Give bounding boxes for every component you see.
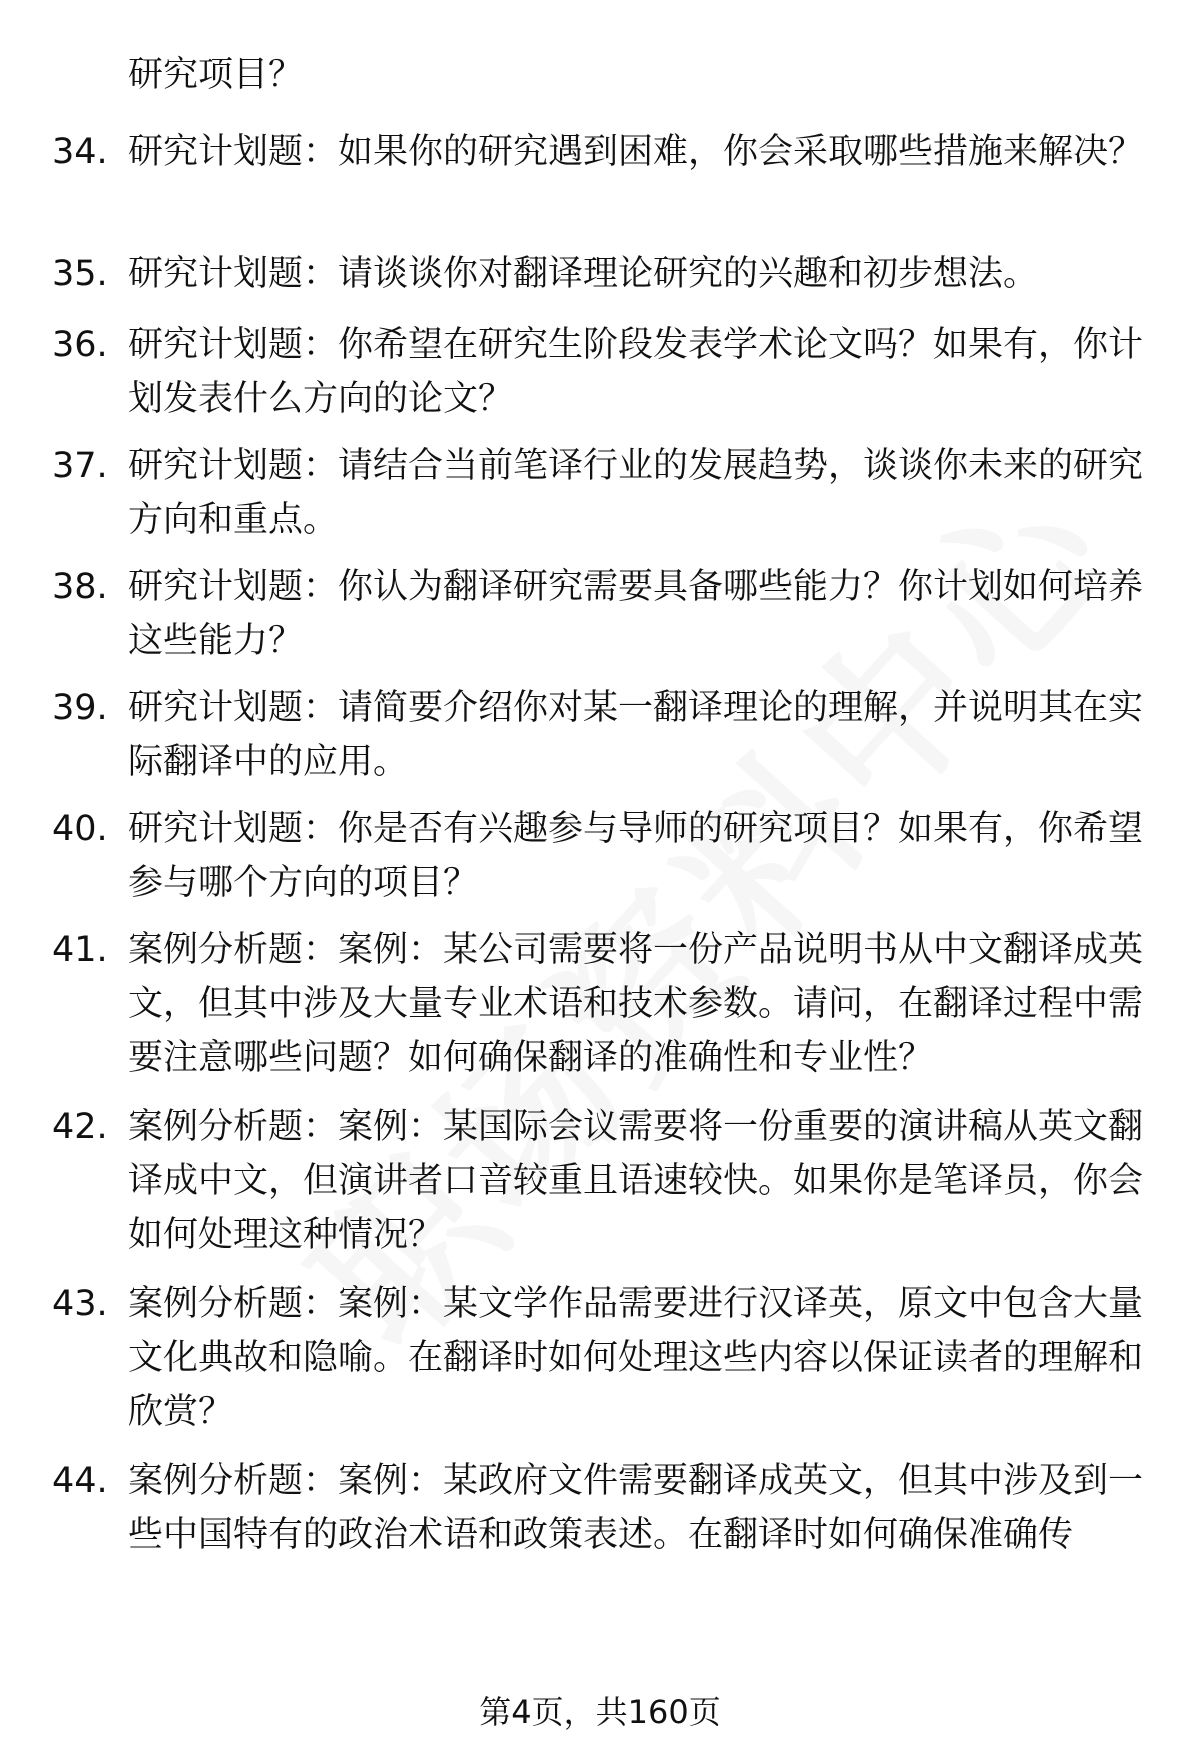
item-text: 研究计划题：请谈谈你对翻译理论研究的兴趣和初步想法。 — [128, 254, 1039, 294]
item-text: 研究计划题：请简要介绍你对某一翻译理论的理解，并说明其在实际翻译中的应用。 — [128, 688, 1144, 782]
item-text: 研究计划题：你认为翻译研究需要具备哪些能力？你计划如何培养这些能力？ — [128, 567, 1144, 661]
item-number: 41. — [52, 930, 108, 970]
item-text: 案例分析题：案例：某政府文件需要翻译成英文，但其中涉及到一些中国特有的政治术语和政策表述。在翻译时如何确保准确传 — [128, 1461, 1144, 1555]
item-number: 36. — [52, 325, 108, 365]
item-text: 案例分析题：案例：某文学作品需要进行汉译英，原文中包含大量文化典故和隐喻。在翻译时如何处理这些内容以保证读者的理解和欣赏？ — [128, 1284, 1144, 1432]
item-text: 研究计划题：请结合当前笔译行业的发展趋势，谈谈你未来的研究方向和重点。 — [128, 446, 1144, 540]
item-text: 研究计划题：你是否有兴趣参与导师的研究项目？如果有，你希望参与哪个方向的项目？ — [128, 809, 1144, 903]
item-number: 43. — [52, 1284, 108, 1324]
item-number: 38. — [52, 567, 108, 607]
item-text: 案例分析题：案例：某公司需要将一份产品说明书从中文翻译成英文，但其中涉及大量专业术语和技术参数。请问，在翻译过程中需要注意哪些问题？如何确保翻译的准确性和专业性？ — [128, 930, 1144, 1078]
item-number: 42. — [52, 1107, 108, 1147]
item-number: 35. — [52, 254, 108, 294]
item-number: 34. — [52, 132, 108, 172]
item-number: 39. — [52, 688, 108, 728]
item-text: 案例分析题：案例：某国际会议需要将一份重要的演讲稿从英文翻译成中文，但演讲者口音较重且语速较快。如果你是笔译员，你会如何处理这种情况？ — [128, 1107, 1144, 1255]
item-number: 40. — [52, 809, 108, 849]
page-number: 第4页，共160页 — [479, 1693, 721, 1731]
item-number: 44. — [52, 1461, 108, 1501]
item-text: 研究项目？ — [128, 55, 304, 95]
item-text: 研究计划题：如果你的研究遇到困难，你会采取哪些措施来解决？ — [128, 132, 1144, 172]
item-number: 37. — [52, 446, 108, 486]
item-text: 研究计划题：你希望在研究生阶段发表学术论文吗？如果有，你计划发表什么方向的论文？ — [128, 325, 1144, 419]
